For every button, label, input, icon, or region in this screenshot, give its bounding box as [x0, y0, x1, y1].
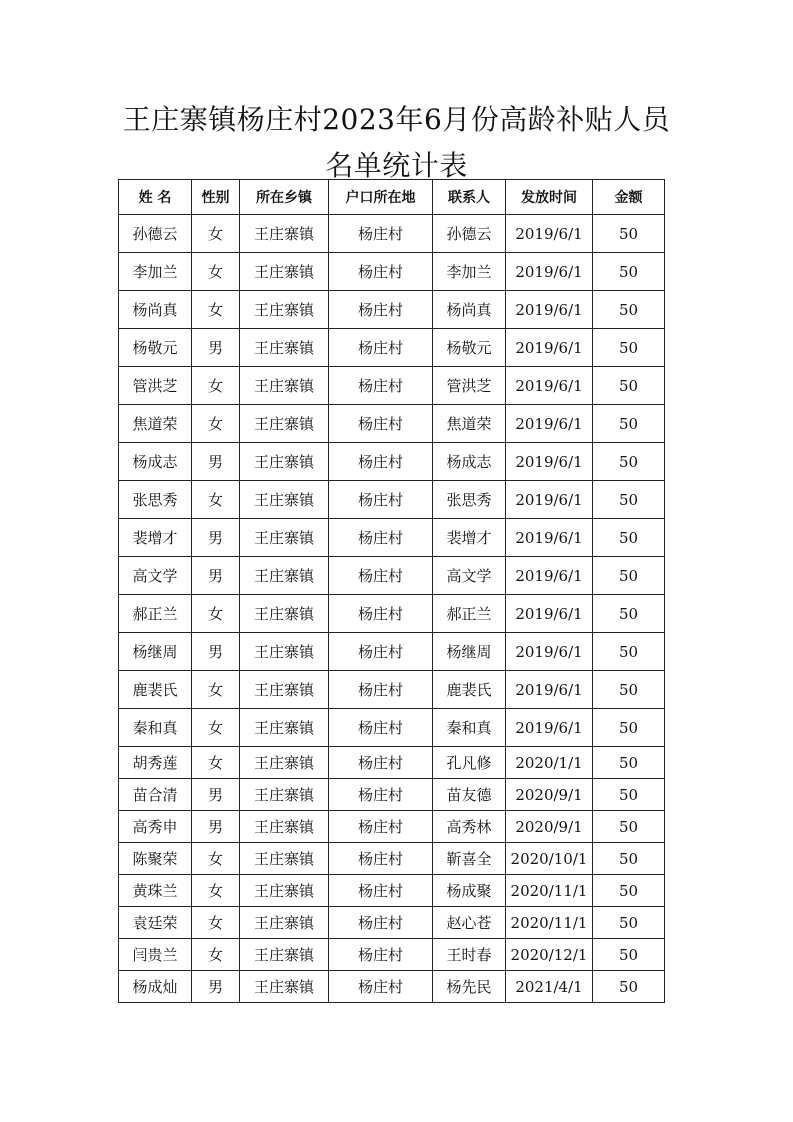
issue-date-cell: 2019/6/1: [506, 329, 593, 367]
contact-cell: 杨敬元: [433, 329, 506, 367]
name-cell: 李加兰: [119, 253, 192, 291]
contact-cell: 管洪芝: [433, 367, 506, 405]
gender-cell: 女: [192, 939, 240, 971]
table-row: [119, 329, 665, 367]
issue-date-cell: 2019/6/1: [506, 595, 593, 633]
issue-date-cell: 2020/11/1: [506, 907, 593, 939]
header-issue-date: 发放时间: [506, 180, 593, 215]
household-cell: 杨庄村: [329, 595, 433, 633]
amount-cell: 50: [593, 811, 665, 843]
amount-cell: 50: [593, 481, 665, 519]
township-cell: 王庄寨镇: [240, 291, 329, 329]
household-cell: 杨庄村: [329, 633, 433, 671]
name-cell: 管洪芝: [119, 367, 192, 405]
household-cell: 杨庄村: [329, 811, 433, 843]
name-cell: 闫贵兰: [119, 939, 192, 971]
issue-date-cell: 2019/6/1: [506, 291, 593, 329]
contact-cell: 杨尚真: [433, 291, 506, 329]
household-cell: 杨庄村: [329, 709, 433, 747]
gender-cell: 男: [192, 779, 240, 811]
household-cell: 杨庄村: [329, 253, 433, 291]
gender-cell: 女: [192, 843, 240, 875]
table-row: [119, 971, 665, 1003]
household-cell: 杨庄村: [329, 875, 433, 907]
household-cell: 杨庄村: [329, 367, 433, 405]
issue-date-cell: 2020/1/1: [506, 747, 593, 779]
gender-cell: 女: [192, 671, 240, 709]
header-name: 姓 名: [119, 180, 192, 215]
table-row: [119, 843, 665, 875]
township-cell: 王庄寨镇: [240, 367, 329, 405]
contact-cell: 孙德云: [433, 215, 506, 253]
household-cell: 杨庄村: [329, 843, 433, 875]
household-cell: 杨庄村: [329, 671, 433, 709]
amount-cell: 50: [593, 595, 665, 633]
issue-date-cell: 2020/10/1: [506, 843, 593, 875]
amount-cell: 50: [593, 443, 665, 481]
amount-cell: 50: [593, 215, 665, 253]
table-row: [119, 747, 665, 779]
issue-date-cell: 2020/9/1: [506, 811, 593, 843]
table-row: [119, 633, 665, 671]
table-row: [119, 671, 665, 709]
name-cell: 袁廷荣: [119, 907, 192, 939]
issue-date-cell: 2020/9/1: [506, 779, 593, 811]
township-cell: 王庄寨镇: [240, 253, 329, 291]
township-cell: 王庄寨镇: [240, 671, 329, 709]
township-cell: 王庄寨镇: [240, 907, 329, 939]
table-row: [119, 875, 665, 907]
header-contact: 联系人: [433, 180, 506, 215]
gender-cell: 男: [192, 811, 240, 843]
header-household-location: 户口所在地: [329, 180, 433, 215]
contact-cell: 靳喜全: [433, 843, 506, 875]
contact-cell: 赵心苍: [433, 907, 506, 939]
contact-cell: 张思秀: [433, 481, 506, 519]
gender-cell: 女: [192, 595, 240, 633]
gender-cell: 男: [192, 557, 240, 595]
table-row: [119, 811, 665, 843]
issue-date-cell: 2019/6/1: [506, 253, 593, 291]
amount-cell: 50: [593, 519, 665, 557]
table-row: [119, 557, 665, 595]
name-cell: 秦和真: [119, 709, 192, 747]
household-cell: 杨庄村: [329, 907, 433, 939]
issue-date-cell: 2020/11/1: [506, 875, 593, 907]
table-row: [119, 405, 665, 443]
name-cell: 张思秀: [119, 481, 192, 519]
table-row: [119, 709, 665, 747]
contact-cell: 郝正兰: [433, 595, 506, 633]
household-cell: 杨庄村: [329, 747, 433, 779]
household-cell: 杨庄村: [329, 405, 433, 443]
township-cell: 王庄寨镇: [240, 595, 329, 633]
table-body: [119, 215, 665, 1003]
table-row: [119, 907, 665, 939]
household-cell: 杨庄村: [329, 329, 433, 367]
contact-cell: 杨成志: [433, 443, 506, 481]
amount-cell: 50: [593, 843, 665, 875]
contact-cell: 杨先民: [433, 971, 506, 1003]
name-cell: 杨成志: [119, 443, 192, 481]
table-row: [119, 367, 665, 405]
household-cell: 杨庄村: [329, 215, 433, 253]
gender-cell: 男: [192, 443, 240, 481]
contact-cell: 鹿裴氏: [433, 671, 506, 709]
township-cell: 王庄寨镇: [240, 779, 329, 811]
document-title-line-1: 王庄寨镇杨庄村2023年6月份高龄补贴人员: [122, 103, 671, 136]
household-cell: 杨庄村: [329, 519, 433, 557]
name-cell: 苗合清: [119, 779, 192, 811]
township-cell: 王庄寨镇: [240, 939, 329, 971]
household-cell: 杨庄村: [329, 443, 433, 481]
township-cell: 王庄寨镇: [240, 405, 329, 443]
gender-cell: 女: [192, 747, 240, 779]
gender-cell: 女: [192, 367, 240, 405]
table-row: [119, 481, 665, 519]
amount-cell: 50: [593, 671, 665, 709]
issue-date-cell: 2020/12/1: [506, 939, 593, 971]
amount-cell: 50: [593, 747, 665, 779]
name-cell: 裴增才: [119, 519, 192, 557]
gender-cell: 女: [192, 215, 240, 253]
household-cell: 杨庄村: [329, 779, 433, 811]
amount-cell: 50: [593, 709, 665, 747]
gender-cell: 男: [192, 633, 240, 671]
amount-cell: 50: [593, 557, 665, 595]
name-cell: 杨成灿: [119, 971, 192, 1003]
name-cell: 黄珠兰: [119, 875, 192, 907]
issue-date-cell: 2019/6/1: [506, 633, 593, 671]
township-cell: 王庄寨镇: [240, 709, 329, 747]
name-cell: 孙德云: [119, 215, 192, 253]
household-cell: 杨庄村: [329, 939, 433, 971]
amount-cell: 50: [593, 291, 665, 329]
issue-date-cell: 2019/6/1: [506, 405, 593, 443]
township-cell: 王庄寨镇: [240, 557, 329, 595]
name-cell: 高文学: [119, 557, 192, 595]
amount-cell: 50: [593, 971, 665, 1003]
contact-cell: 杨成聚: [433, 875, 506, 907]
contact-cell: 王时春: [433, 939, 506, 971]
table-header-row: [119, 180, 665, 215]
township-cell: 王庄寨镇: [240, 811, 329, 843]
gender-cell: 女: [192, 709, 240, 747]
document-title-line-2: 名单统计表: [325, 149, 468, 182]
amount-cell: 50: [593, 253, 665, 291]
contact-cell: 秦和真: [433, 709, 506, 747]
name-cell: 高秀申: [119, 811, 192, 843]
table-row: [119, 779, 665, 811]
amount-cell: 50: [593, 875, 665, 907]
gender-cell: 女: [192, 481, 240, 519]
header-gender: 性别: [192, 180, 240, 215]
issue-date-cell: 2019/6/1: [506, 481, 593, 519]
name-cell: 郝正兰: [119, 595, 192, 633]
gender-cell: 男: [192, 519, 240, 557]
amount-cell: 50: [593, 367, 665, 405]
issue-date-cell: 2019/6/1: [506, 443, 593, 481]
issue-date-cell: 2021/4/1: [506, 971, 593, 1003]
gender-cell: 女: [192, 253, 240, 291]
name-cell: 杨尚真: [119, 291, 192, 329]
township-cell: 王庄寨镇: [240, 633, 329, 671]
contact-cell: 焦道荣: [433, 405, 506, 443]
township-cell: 王庄寨镇: [240, 215, 329, 253]
contact-cell: 杨继周: [433, 633, 506, 671]
table-row: [119, 215, 665, 253]
table-row: [119, 291, 665, 329]
township-cell: 王庄寨镇: [240, 971, 329, 1003]
township-cell: 王庄寨镇: [240, 875, 329, 907]
township-cell: 王庄寨镇: [240, 443, 329, 481]
contact-cell: 孔凡修: [433, 747, 506, 779]
issue-date-cell: 2019/6/1: [506, 215, 593, 253]
amount-cell: 50: [593, 405, 665, 443]
issue-date-cell: 2019/6/1: [506, 709, 593, 747]
contact-cell: 高文学: [433, 557, 506, 595]
name-cell: 杨继周: [119, 633, 192, 671]
contact-cell: 裴增才: [433, 519, 506, 557]
name-cell: 焦道荣: [119, 405, 192, 443]
township-cell: 王庄寨镇: [240, 481, 329, 519]
contact-cell: 苗友德: [433, 779, 506, 811]
household-cell: 杨庄村: [329, 971, 433, 1003]
issue-date-cell: 2019/6/1: [506, 367, 593, 405]
gender-cell: 女: [192, 291, 240, 329]
township-cell: 王庄寨镇: [240, 329, 329, 367]
name-cell: 鹿裴氏: [119, 671, 192, 709]
household-cell: 杨庄村: [329, 481, 433, 519]
amount-cell: 50: [593, 939, 665, 971]
township-cell: 王庄寨镇: [240, 747, 329, 779]
table-row: [119, 253, 665, 291]
amount-cell: 50: [593, 779, 665, 811]
name-cell: 杨敬元: [119, 329, 192, 367]
township-cell: 王庄寨镇: [240, 519, 329, 557]
issue-date-cell: 2019/6/1: [506, 671, 593, 709]
gender-cell: 男: [192, 329, 240, 367]
amount-cell: 50: [593, 907, 665, 939]
header-township: 所在乡镇: [240, 180, 329, 215]
household-cell: 杨庄村: [329, 557, 433, 595]
header-amount: 金额: [593, 180, 665, 215]
contact-cell: 李加兰: [433, 253, 506, 291]
issue-date-cell: 2019/6/1: [506, 557, 593, 595]
gender-cell: 女: [192, 907, 240, 939]
subsidy-roster-table: [118, 179, 665, 1003]
name-cell: 胡秀莲: [119, 747, 192, 779]
table-row: [119, 939, 665, 971]
gender-cell: 女: [192, 875, 240, 907]
contact-cell: 高秀林: [433, 811, 506, 843]
issue-date-cell: 2019/6/1: [506, 519, 593, 557]
household-cell: 杨庄村: [329, 291, 433, 329]
amount-cell: 50: [593, 329, 665, 367]
table-row: [119, 595, 665, 633]
gender-cell: 女: [192, 405, 240, 443]
township-cell: 王庄寨镇: [240, 843, 329, 875]
gender-cell: 男: [192, 971, 240, 1003]
table-row: [119, 519, 665, 557]
amount-cell: 50: [593, 633, 665, 671]
name-cell: 陈聚荣: [119, 843, 192, 875]
table-row: [119, 443, 665, 481]
